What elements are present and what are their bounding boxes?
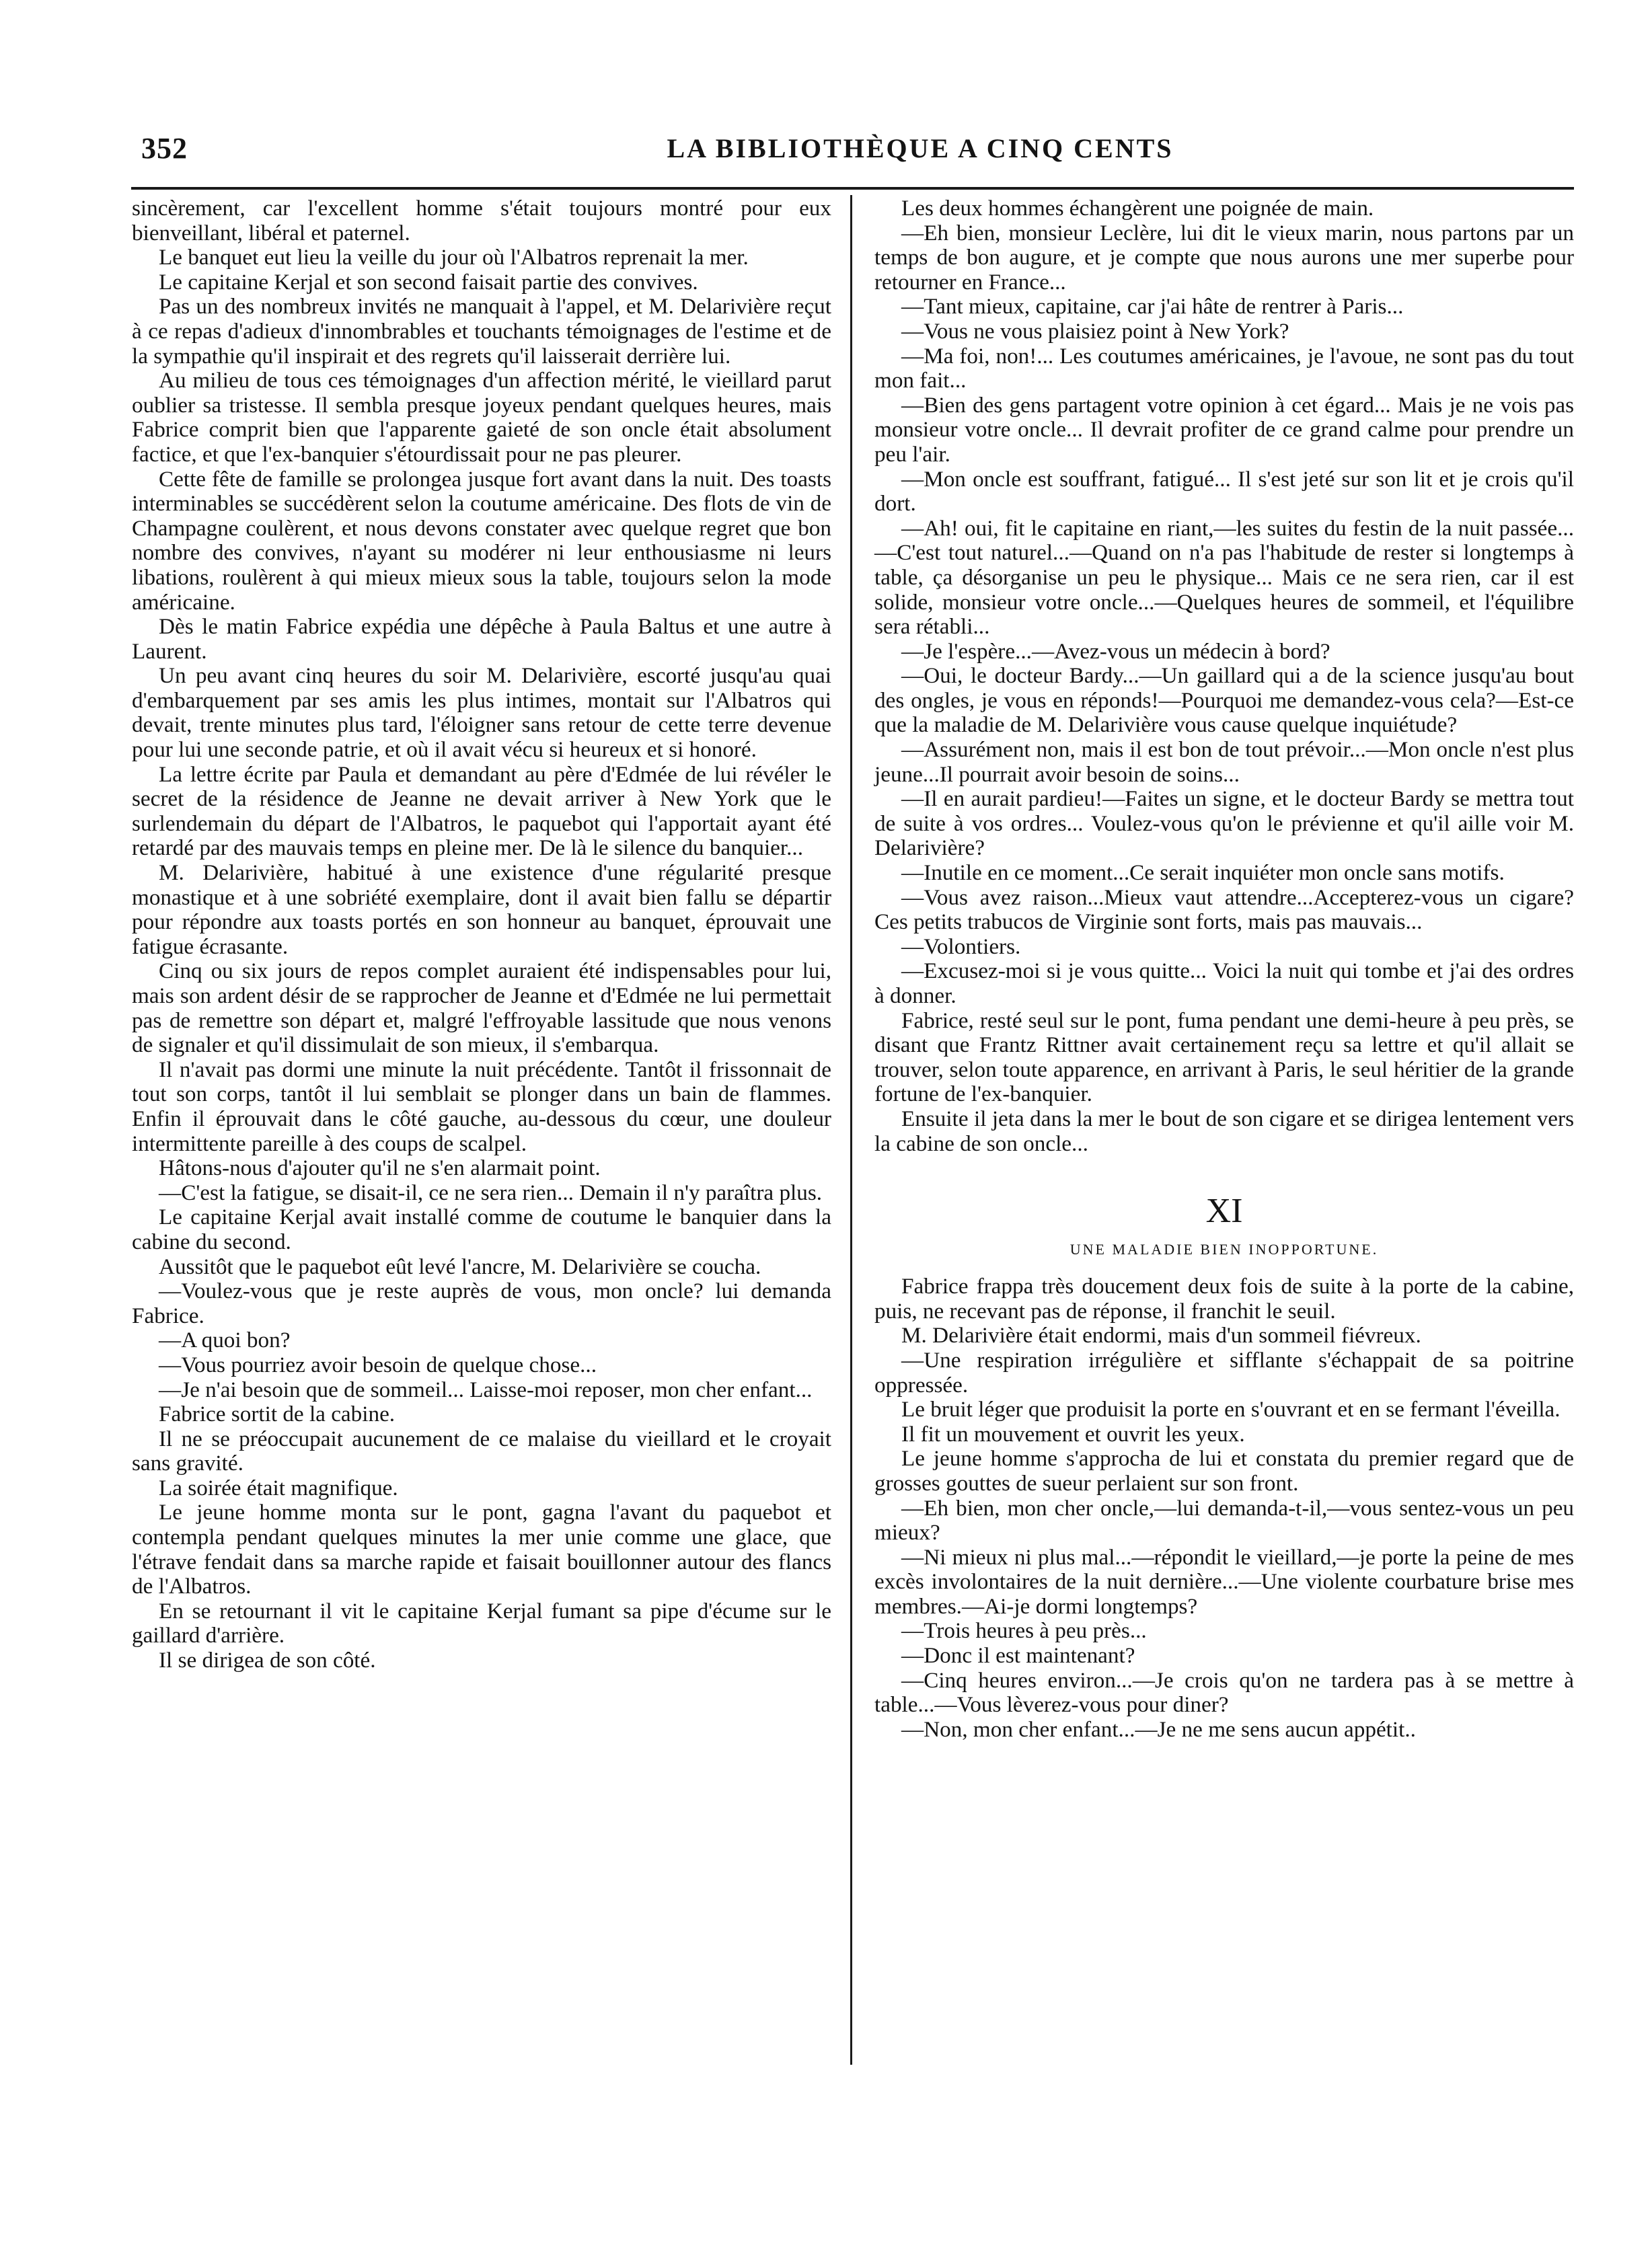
paragraph: Cinq ou six jours de repos complet auraient été indispensables pour lui, mais son ardent désir de se rapprocher de Jeanne et d'Edmée ne lui permettait pas de remettre son départ et, malgré l'effroyable lassitude que nous venons de signaler et qu'il dissimulait de son mieux, il s'embarqua. <box>132 958 831 1058</box>
paragraph: —Volontiers. <box>901 934 1021 959</box>
paragraph: Il fit un mouvement et ouvrit les yeux. <box>901 1421 1245 1447</box>
paragraph: En se retournant il vit le capitaine Kerjal fumant sa pipe d'écume sur le gaillard d'arrière. <box>132 1598 831 1648</box>
paragraph: Hâtons-nous d'ajouter qu'il ne s'en alarmait point. <box>159 1155 601 1181</box>
paragraph: Aussitôt que le paquebot eût levé l'ancre, M. Delarivière se coucha. <box>159 1254 761 1279</box>
paragraph: —Mon oncle est souffrant, fatigué... Il s'est jeté sur son lit et je crois qu'il dort. <box>874 466 1574 517</box>
paragraph: Il ne se préoccupait aucunement de ce malaise du vieillard et le croyait sans gravité. <box>132 1426 831 1476</box>
paragraph: Un peu avant cinq heures du soir M. Delarivière, escorté jusqu'au quai d'embarquement par ses amis les plus intimes, montait sur l'Albatros qui devait, trente minutes plus tard, l'éloigner sans retour de cette terre devenue pour lui une seconde patrie, et où il avait vécu si heureux et si honoré. <box>132 663 831 763</box>
paragraph: —Bien des gens partagent votre opinion à cet égard... Mais je ne vois pas monsieur votre oncle... Il devrait profiter de ce grand calme pour prendre un peu l'air. <box>874 392 1574 467</box>
paragraph: —Je l'espère...—Avez-vous un médecin à bord? <box>901 638 1330 664</box>
paragraph: —Donc il est maintenant? <box>901 1643 1135 1669</box>
paragraph: La soirée était magnifique. <box>159 1475 398 1500</box>
header-rule <box>131 187 1574 190</box>
chapter-title: UNE MALADIE BIEN INOPPORTUNE. <box>1069 1241 1379 1258</box>
paragraph: Les deux hommes échangèrent une poignée de main. <box>901 196 1374 221</box>
paragraph: —Ni mieux ni plus mal...—répondit le vieillard,—je porte la peine de mes excès involontaires de la nuit dernière...—Une violente courbature brise mes membres.—Ai-je dormi longtemps? <box>874 1544 1574 1619</box>
paragraph: —Une respiration irrégulière et sifflante s'échappait de sa poitrine oppressée. <box>874 1347 1574 1398</box>
paragraph: Le capitaine Kerjal et son second faisait partie des convives. <box>159 269 698 295</box>
paragraph: Fabrice, resté seul sur le pont, fuma pendant une demi-heure à peu près, se disant que Frantz Rittner avait certainement reçu sa lettre et qu'il allait se trouver, selon toute apparence, en arrivant à Paris, le seul héritier de la grande fortune de l'ex-banquier. <box>874 1007 1574 1107</box>
paragraph: Pas un des nombreux invités ne manquait à l'appel, et M. Delarivière reçut à ce repas d'adieux d'innombrables et touchants témoignages de l'estime et de la sympathie qu'il inspirait et des regrets qu'il laisserait derrière lui. <box>132 294 831 369</box>
paragraph: —Eh bien, monsieur Leclère, lui dit le vieux marin, nous partons par un temps de bon augure, et je compte que nous aurons une mer superbe pour retourner en France... <box>874 220 1574 295</box>
paragraph: Ensuite il jeta dans la mer le bout de son cigare et se dirigea lentement vers la cabine de son oncle... <box>874 1106 1574 1156</box>
paragraph: —Ma foi, non!... Les coutumes américaines, je l'avoue, ne sont pas du tout mon fait... <box>874 343 1574 393</box>
paragraph: —Il en aurait pardieu!—Faites un signe, et le docteur Bardy se mettra tout de suite à vos ordres... Voulez-vous qu'on le prévienne et qu'il aille voir M. Delarivière? <box>874 786 1574 861</box>
paragraph: —Vous pourriez avoir besoin de quelque chose... <box>159 1352 597 1377</box>
running-title: LA BIBLIOTHÈQUE A CINQ CENTS <box>667 133 1174 163</box>
paragraph: —Tant mieux, capitaine, car j'ai hâte de rentrer à Paris... <box>901 294 1404 319</box>
paragraph: Le capitaine Kerjal avait installé comme de coutume le banquier dans la cabine du second. <box>132 1205 831 1254</box>
paragraph: —Non, mon cher enfant...—Je ne me sens aucun appétit.. <box>901 1716 1416 1742</box>
paragraph: —A quoi bon? <box>159 1328 291 1353</box>
right-column <box>874 196 1574 1742</box>
paragraph: —Inutile en ce moment...Ce serait inquiéter mon oncle sans motifs. <box>901 860 1505 886</box>
paragraph: —Eh bien, mon cher oncle,—lui demanda-t-il,—vous sentez-vous un peu mieux? <box>874 1495 1574 1546</box>
column-divider <box>850 195 852 2065</box>
paragraph: Il se dirigea de son côté. <box>159 1648 376 1673</box>
paragraph: —Vous ne vous plaisiez point à New York? <box>901 318 1289 344</box>
paragraph: M. Delarivière était endormi, mais d'un sommeil fiévreux. <box>901 1323 1421 1348</box>
chapter-number: XI <box>1205 1192 1243 1231</box>
paragraph: Fabrice frappa très doucement deux fois de suite à la porte de la cabine, puis, ne recevant pas de réponse, il franchit le seuil. <box>874 1274 1574 1324</box>
page-number: 352 <box>141 132 188 165</box>
paragraph: Le jeune homme monta sur le pont, gagna l'avant du paquebot et contempla pendant quelques minutes la mer unie comme une glace, que l'étrave fendait dans sa marche rapide et faisait bouillonner autour des flancs de l'Albatros. <box>132 1500 831 1599</box>
running-header <box>128 131 1578 172</box>
paragraph: Cette fête de famille se prolongea jusque fort avant dans la nuit. Des toasts interminables se succédèrent selon la coutume américaine. Des flots de vin de Champagne coulèrent, et nous devons constater avec quelque regret que bon nombre des convives, n'ayant su modérer ni leur enthousiasme ni leurs libations, roulèrent à qui mieux mieux sous la table, toujours selon la mode américaine. <box>132 466 831 615</box>
paragraph: Fabrice sortit de la cabine. <box>159 1402 396 1427</box>
paragraph: —Ah! oui, fit le capitaine en riant,—les suites du festin de la nuit passée...—C'est tout naturel...—Quand on n'a pas l'habitude de rester si longtemps à table, ça désorganise un peu le physique... Mais ce ne sera rien, car il est solide, monsieur votre oncle...—Quelques heures de sommeil, et l'équilibre sera rétabli... <box>874 515 1574 640</box>
paragraph: Le bruit léger que produisit la porte en s'ouvrant et en se fermant l'éveilla. <box>901 1397 1561 1422</box>
left-column <box>132 196 831 1673</box>
paragraph: Au milieu de tous ces témoignages d'un affection mérité, le vieillard parut oublier sa tristesse. Il sembla presque joyeux pendant quelques heures, mais Fabrice comprit bien que l'apparente gaieté de son oncle était absolument factice, et que l'ex-banquier s'étourdissait pour ne pas pleurer. <box>132 368 831 467</box>
paragraph: Dès le matin Fabrice expédia une dépêche à Paula Baltus et une autre à Laurent. <box>132 614 831 664</box>
paragraph: —Excusez-moi si je vous quitte... Voici la nuit qui tombe et j'ai des ordres à donner. <box>874 958 1574 1008</box>
paragraph: —Assurément non, mais il est bon de tout prévoir...—Mon oncle n'est plus jeune...Il pourrait avoir besoin de soins... <box>874 737 1574 787</box>
paragraph: —C'est la fatigue, se disait-il, ce ne sera rien... Demain il n'y paraîtra plus. <box>159 1180 823 1205</box>
paragraph: Le jeune homme s'approcha de lui et constata du premier regard que de grosses gouttes de sueur perlaient sur son front. <box>874 1446 1574 1496</box>
paragraph: —Trois heures à peu près... <box>901 1618 1147 1644</box>
paragraph: —Je n'ai besoin que de sommeil... Laisse-moi reposer, mon cher enfant... <box>159 1377 813 1402</box>
paragraph: La lettre écrite par Paula et demandant au père d'Edmée de lui révéler le secret de la résidence de Jeanne ne devait arriver à New York que le surlendemain du départ de l'Albatros, le paquebot qui l'apportait ayant été retardé par des mauvais temps en pleine mer. De là le silence du banquier... <box>132 761 831 861</box>
paragraph: —Oui, le docteur Bardy...—Un gaillard qui a de la science jusqu'au bout des ongles, je vous en réponds!—Pourquoi me demandez-vous cela?—Est-ce que la maladie de M. Delarivière vous cause quelque inquiétude? <box>874 663 1574 738</box>
paragraph: —Vous avez raison...Mieux vaut attendre...Accepterez-vous un cigare? Ces petits trabucos de Virginie sont forts, mais pas mauvais... <box>874 884 1574 935</box>
paragraph: Le banquet eut lieu la veille du jour où l'Albatros reprenait la mer. <box>159 245 749 270</box>
paragraph: sincèrement, car l'excellent homme s'était toujours montré pour eux bienveillant, libéral et paternel. <box>132 196 831 245</box>
paragraph: Il n'avait pas dormi une minute la nuit précédente. Tantôt il frissonnait de tout son corps, tantôt il lui semblait se plonger dans un bain de flammes. Enfin il éprouvait dans le côté gauche, au-dessous du cœur, une douleur intermittente pareille à des coups de scalpel. <box>132 1057 831 1156</box>
paragraph: M. Delarivière, habitué à une existence d'une régularité presque monastique et à une sobriété exemplaire, dont il avait bien fallu se départir pour répondre aux toasts portés en son honneur au banquet, éprouvait une fatigue écrasante. <box>132 860 831 959</box>
paragraph: —Voulez-vous que je reste auprès de vous, mon oncle? lui demanda Fabrice. <box>132 1279 831 1328</box>
paragraph: —Cinq heures environ...—Je crois qu'on ne tardera pas à se mettre à table...—Vous lèverez-vous pour diner? <box>874 1667 1574 1718</box>
